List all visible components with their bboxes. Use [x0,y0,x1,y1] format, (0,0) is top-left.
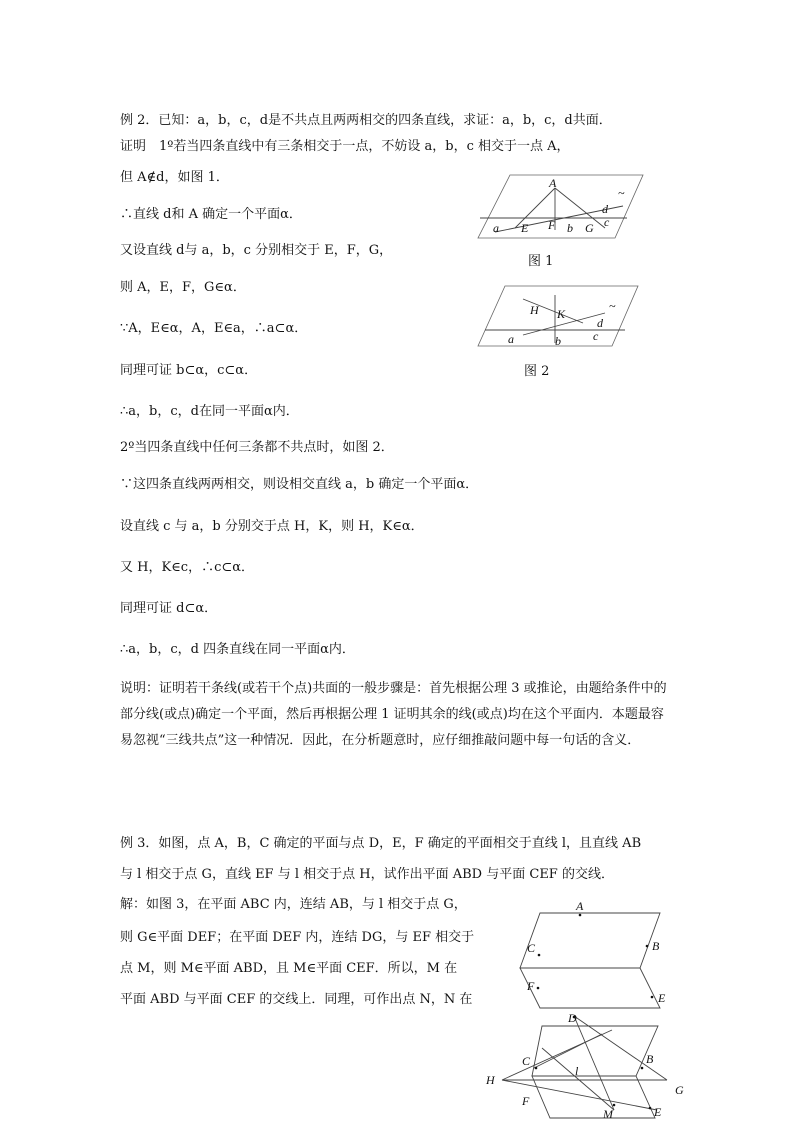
line-c [555,188,605,228]
label-C: C [527,941,536,955]
label-H: H [530,303,539,317]
point-A [579,914,582,917]
label-F: F [548,218,556,232]
label-G: G [675,1083,684,1097]
point-M [613,1104,616,1107]
example3-problem-line1: 例 3．如图，点 A，B，C 确定的平面与点 D，E，F 确定的平面相交于直线 l，且直线 AB [120,836,642,851]
label-F: F [527,979,535,993]
proof-line: 同理可证 d⊂α． [120,601,218,616]
plane-ABC [532,1026,658,1076]
label-alpha: ~ [618,186,625,200]
label-B: B [652,939,660,953]
label-c: c [604,215,610,229]
solution-line: 解：如图 3，在平面 ABC 内，连结 AB，与 l 相交于点 G， [120,897,467,912]
point-B [646,945,649,948]
proof-line: 2º当四条直线中任何三条都不共点时，如图 2． [120,440,394,455]
label-G: G [585,221,594,235]
figure-3-top [510,898,685,1016]
point-E [651,996,654,999]
label-E: E [658,991,666,1005]
point-F [537,987,540,990]
label-E: E [521,221,529,235]
label-E: E [654,1105,662,1119]
label-b: b [555,334,561,348]
label-A: A [549,176,557,190]
proof-line: ∴直线 d和 A 确定一个平面α． [120,207,302,222]
figure-1 [475,170,655,270]
proof-line: 又设直线 d与 a，b，c 分别相交于 E，F，G， [120,243,393,258]
proof-line: ∵这四条直线两两相交，则设相交直线 a，b 确定一个平面α． [120,477,479,492]
label-c: c [593,329,599,343]
proof-line: 设直线 c 与 a，b 分别交于点 H，K，则 H，K∈α． [120,519,424,534]
proof-line: ∴a，b，c，d 四条直线在同一平面α内． [120,642,355,657]
label-C: C [522,1054,531,1068]
plane-DEF [532,1076,655,1118]
figure-1-caption: 图 1 [528,254,554,269]
label-F: F [522,1094,530,1108]
point-C [535,1067,538,1070]
solution-line: 平面 ABD 与平面 CEF 的交线上．同理，可作出点 N，N 在 [120,992,473,1007]
example2-proof-line1: 证明 1º若当四条直线中有三条相交于一点，不妨设 a，b，c 相交于一点 A， [120,139,570,154]
label-D: D [568,1011,577,1025]
example3-problem-line2: 与 l 相交于点 G，直线 EF 与 l 相交于点 H，试作出平面 ABD 与平面 CEF 的交线． [120,867,614,882]
plane-alpha-1 [478,175,643,238]
line-C-to-plane [534,1034,602,1068]
proof-line: ∴a，b，c，d在同一平面α内． [120,404,299,419]
label-H: H [486,1073,495,1087]
proof-line: 同理可证 b⊂α，c⊂α． [120,363,258,378]
plane-DEF [520,968,660,1008]
proof-line: 则 A，E，F，G∈α． [120,280,246,295]
figure-2 [475,283,655,353]
label-M: M [603,1107,613,1121]
label-d: d [597,316,603,330]
label-a: a [493,221,499,235]
proof-line: 但 A∉d，如图 1． [120,170,229,185]
proof-line: ∵A，E∈α，A，E∈a，∴a⊂α． [120,321,308,336]
point-E [649,1107,652,1110]
example2-note: 说明：证明若干条线(或若干个点)共面的一般步骤是：首先根据公理 3 或推论，由题给条件中的部分线(或点)确定一个平面，然后再根据公理 1 证明其余的线(或点)均在这个平面内．本题最容易忽视“三线共点”这一种情况．因此，在分析题意时，应仔细推敲问题中每一句话的含义． [120,681,667,748]
figure-2-caption: 图 2 [524,364,550,379]
point-B [641,1067,644,1070]
figure-3-bottom [482,1010,692,1122]
proof-line: 又 H，K∈c，∴c⊂α． [120,560,255,575]
label-b: b [567,221,573,235]
plane-ABC [520,913,660,968]
label-A: A [576,899,584,913]
label-l: l [575,1064,579,1078]
label-a: a [508,332,514,346]
solution-line: 点 M，则 M∈平面 ABD，且 M∈平面 CEF．所以，M 在 [120,961,458,976]
label-B: B [646,1052,654,1066]
point-C [538,954,541,957]
label-alpha: ~ [609,299,616,313]
label-K: K [557,307,566,321]
line-CM [542,1048,614,1110]
solution-line: 则 G∈平面 DEF；在平面 DEF 内，连结 DG，与 EF 相交于 [120,930,475,945]
example2-problem: 例 2．已知：a，b，c，d是不共点且两两相交的四条直线，求证：a，b，c，d共面． [120,113,612,128]
label-d: d [602,202,608,216]
